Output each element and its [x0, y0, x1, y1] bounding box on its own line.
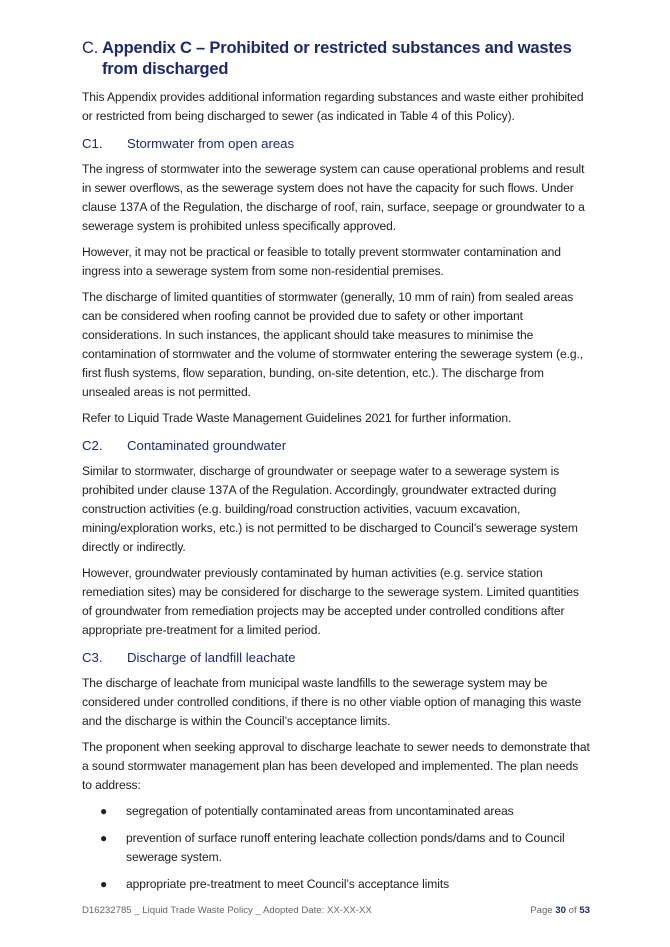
paragraph: The discharge of leachate from municipal waste landfills to the sewerage system may be considered under controlled conditions, if there is no other viable option of managing this waste and the discharge is within the Council’s acceptance limits. — [82, 676, 582, 728]
bullet-icon: ● — [100, 831, 108, 845]
section-number: C1. — [82, 136, 103, 151]
list-item-text: appropriate pre-treatment to meet Council’s acceptance limits — [126, 877, 450, 891]
footer-document-reference: D16232785 _ Liquid Trade Waste Policy _ Adopted Date: XX-XX-XX — [82, 905, 372, 916]
page-of: of — [568, 905, 577, 916]
appendix-number: C. — [82, 39, 99, 57]
list-item — [82, 875, 590, 894]
paragraph: However, it may not be practical or feasible to totally prevent stormwater contamination and ingress into a sewerage system from some non-residential premises. — [82, 245, 561, 278]
appendix-title: Appendix C – Prohibited or restricted substances and wastes from discharged — [102, 39, 572, 78]
page-current: 30 — [555, 905, 566, 916]
section-title: Contaminated groundwater — [127, 438, 287, 453]
bullet-list — [82, 802, 590, 894]
section-title: Stormwater from open areas — [127, 136, 295, 151]
section-heading-c2 — [82, 437, 590, 455]
page-footer — [82, 905, 590, 916]
list-item-text: segregation of potentially contaminated areas from uncontaminated areas — [126, 804, 514, 818]
paragraph: Similar to stormwater, discharge of groundwater or seepage water to a sewerage system is prohibited under clause 137A of the Regulation. Accordingly, groundwater extracted during construction activities (e.g. building/road construction activities, vacuum excavation, mining/exploration works, etc.) is not permitted to be discharged to Council’s sewerage system directly or indirectly. — [82, 464, 578, 554]
appendix-heading — [82, 38, 590, 80]
section-number: C2. — [82, 438, 103, 453]
section-number: C3. — [82, 650, 103, 665]
paragraph: The ingress of stormwater into the sewerage system can cause operational problems and result in sewer overflows, as the sewerage system does not have the capacity for such flows. Under clause 137A of the Regulation, the discharge of roof, rain, surface, seepage or groundwater to a sewerage system is prohibited unless specifically approved. — [82, 162, 585, 233]
list-item — [82, 802, 590, 821]
page-total: 53 — [579, 905, 590, 916]
list-item-text: prevention of surface runoff entering leachate collection ponds/dams and to Council sewerage system. — [126, 831, 565, 864]
bullet-icon: ● — [100, 877, 108, 891]
page-number — [530, 905, 590, 916]
section-heading-c3 — [82, 649, 590, 667]
paragraph: The discharge of limited quantities of stormwater (generally, 10 mm of rain) from sealed areas can be considered when roofing cannot be provided due to safety or other important considerations. In such instances, the applicant should take measures to minimise the contamination of stormwater and the volume of stormwater entering the sewerage system (e.g., first flush systems, flow separation, bunding, on-site detention, etc.). The discharge from unsealed areas is not permitted. — [82, 290, 583, 399]
intro-paragraph: This Appendix provides additional information regarding substances and waste either prohibited or restricted from being discharged to sewer (as indicated in Table 4 of this Policy). — [82, 90, 584, 123]
section-title: Discharge of landfill leachate — [127, 650, 296, 665]
list-item — [82, 829, 590, 867]
section-heading-c1 — [82, 135, 590, 153]
document-page — [82, 38, 590, 902]
page-word: Page — [530, 905, 553, 916]
paragraph: However, groundwater previously contaminated by human activities (e.g. service station remediation sites) may be considered for discharge to the sewerage system. Limited quantities of groundwater from remediation projects may be accepted under controlled conditions after appropriate pre-treatment for a limited period. — [82, 566, 579, 637]
bullet-icon: ● — [100, 804, 108, 818]
paragraph: The proponent when seeking approval to discharge leachate to sewer needs to demonstrate that a sound stormwater management plan has been developed and implemented. The plan needs to address: — [82, 740, 590, 792]
paragraph: Refer to Liquid Trade Waste Management Guidelines 2021 for further information. — [82, 411, 512, 425]
